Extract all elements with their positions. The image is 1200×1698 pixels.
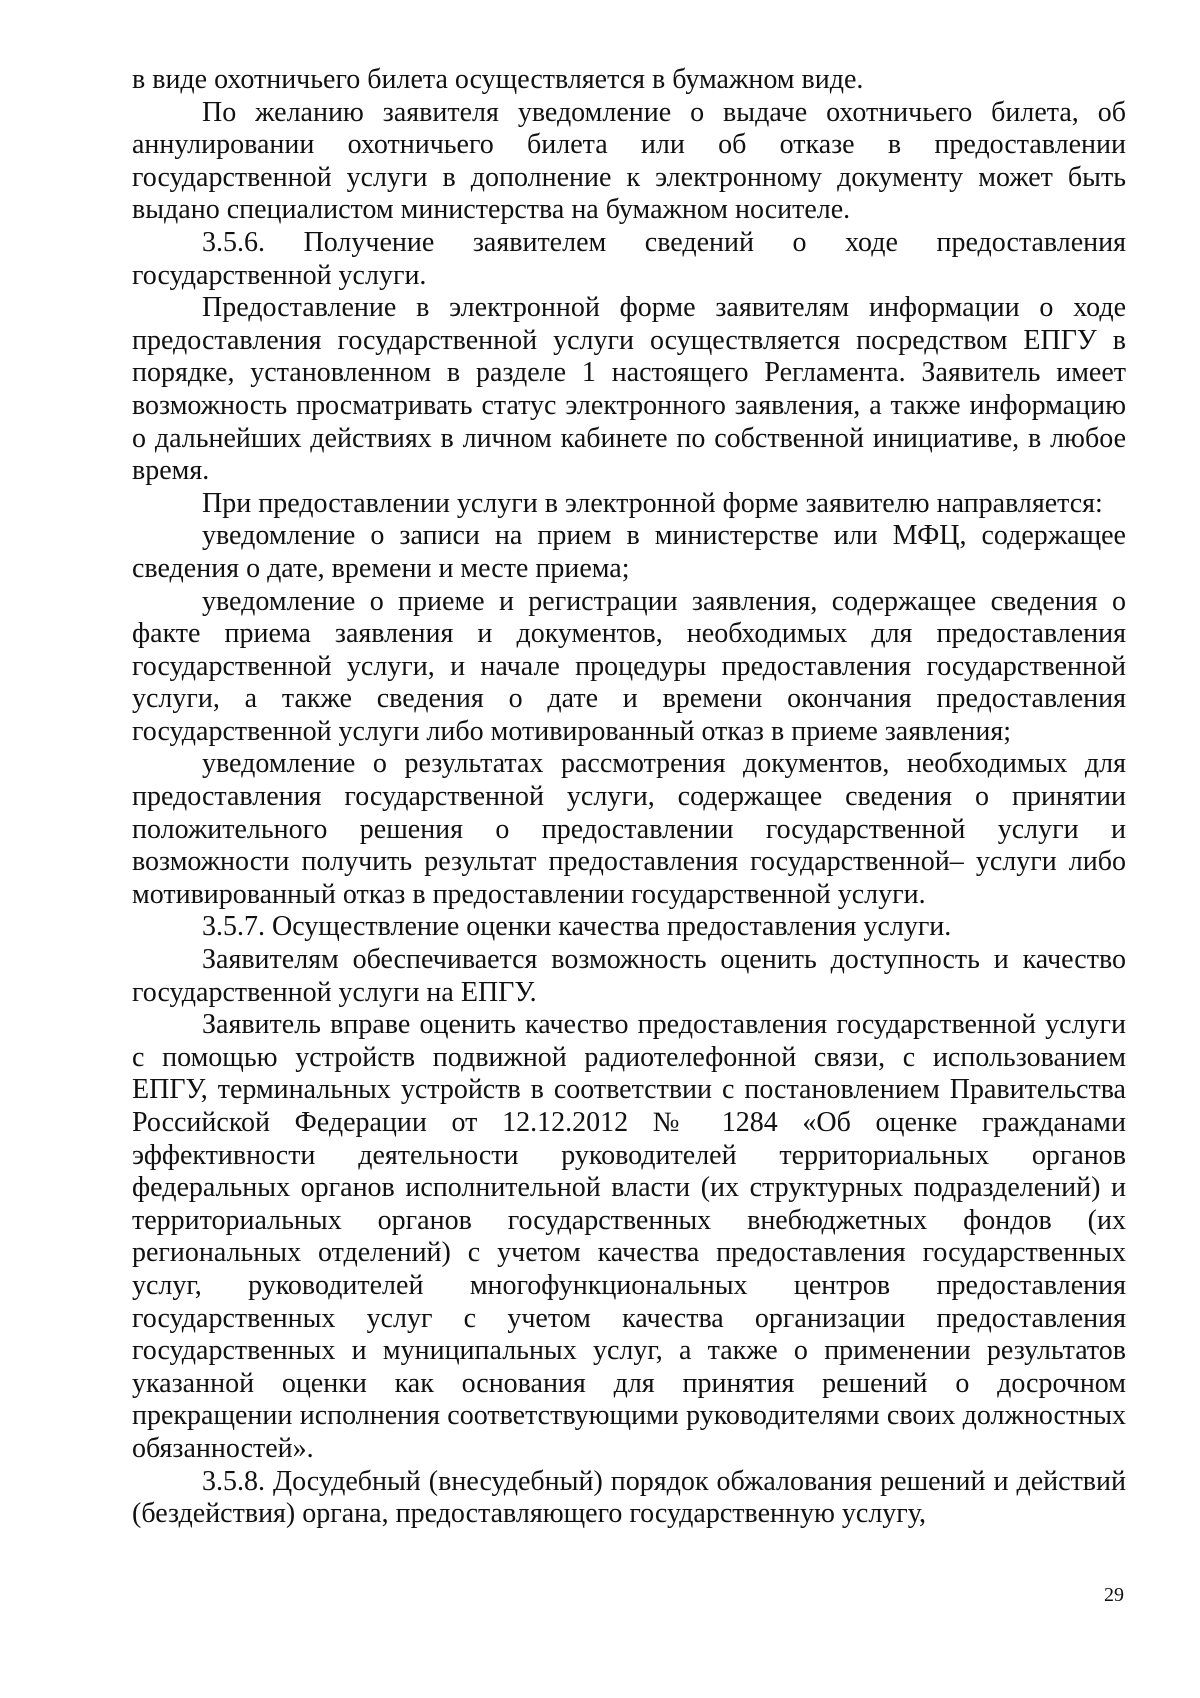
list-item: уведомление о результатах рассмотрения документов, необходимых для предоставления государственной услуги, содержащее сведения о принятии положительного решения о предоставлении государственной услуги и возможности получить результат предоставления государственной– услуги либо мотивированный отказ в предоставлении государственной услуги. xyxy=(132,748,1126,910)
section-heading-3-5-8: 3.5.8. Досудебный (внесудебный) порядок обжалования решений и действий (бездействия) органа, предоставляющего государственную услугу, xyxy=(132,1465,1126,1530)
section-heading-3-5-6: 3.5.6. Получение заявителем сведений о ходе предоставления государственной услуги. xyxy=(132,226,1126,291)
document-page xyxy=(132,64,1126,1531)
list-item: уведомление о приеме и регистрации заявления, содержащее сведения о факте приема заявления и документов, необходимых для предоставления государственной услуги, и начале процедуры предоставления государственной услуги, а также сведения о дате и времени окончания предоставления государственной услуги либо мотивированный отказ в приеме заявления; xyxy=(132,585,1126,747)
page-number: 29 xyxy=(1104,1584,1124,1606)
paragraph: По желанию заявителя уведомление о выдаче охотничьего билета, об аннулировании охотничьего билета или об отказе в предоставлении государственной услуги в дополнение к электронному документу может быть выдано специалистом министерства на бумажном носителе. xyxy=(132,96,1126,226)
paragraph: Заявителям обеспечивается возможность оценить доступность и качество государственной услуги на ЕПГУ. xyxy=(132,944,1126,1008)
paragraph: в виде охотничьего билета осуществляется в бумажном виде. xyxy=(132,64,864,95)
paragraph: Предоставление в электронной форме заявителям информации о ходе предоставления государственной услуги осуществляется посредством ЕПГУ в порядке, установленном в разделе 1 настоящего Регламента. Заявитель имеет возможность просматривать статус электронного заявления, а также информацию о дальнейших действиях в личном кабинете по собственной инициативе, в любое время. xyxy=(132,292,1126,487)
section-heading-3-5-7: 3.5.7. Осуществление оценки качества предоставления услуги. xyxy=(202,911,952,943)
paragraph: При предоставлении услуги в электронной форме заявителю направляется: xyxy=(202,487,1103,519)
list-item: уведомление о записи на прием в министерстве или МФЦ, содержащее сведения о дате, времени и месте приема; xyxy=(132,520,1126,584)
paragraph: Заявитель вправе оценить качество предоставления государственной услуги с помощью устройств подвижной радиотелефонной связи, с использованием ЕПГУ, терминальных устройств в соответствии с постановлением Правительства Российской Федерации от 12.12.2012 № 1284 «Об оценке гражданами эффективности деятельности руководителей территориальных органов федеральных органов исполнительной власти (их структурных подразделений) и территориальных органов государственных внебюджетных фондов (их региональных отделений) с учетом качества предоставления государственных услуг, руководителей многофункциональных центров предоставления государственных услуг с учетом качества организации предоставления государственных и муниципальных услуг, а также о применении результатов указанной оценки как основания для принятия решений о досрочном прекращении исполнения соответствующими руководителями своих должностных обязанностей». xyxy=(132,1009,1126,1464)
